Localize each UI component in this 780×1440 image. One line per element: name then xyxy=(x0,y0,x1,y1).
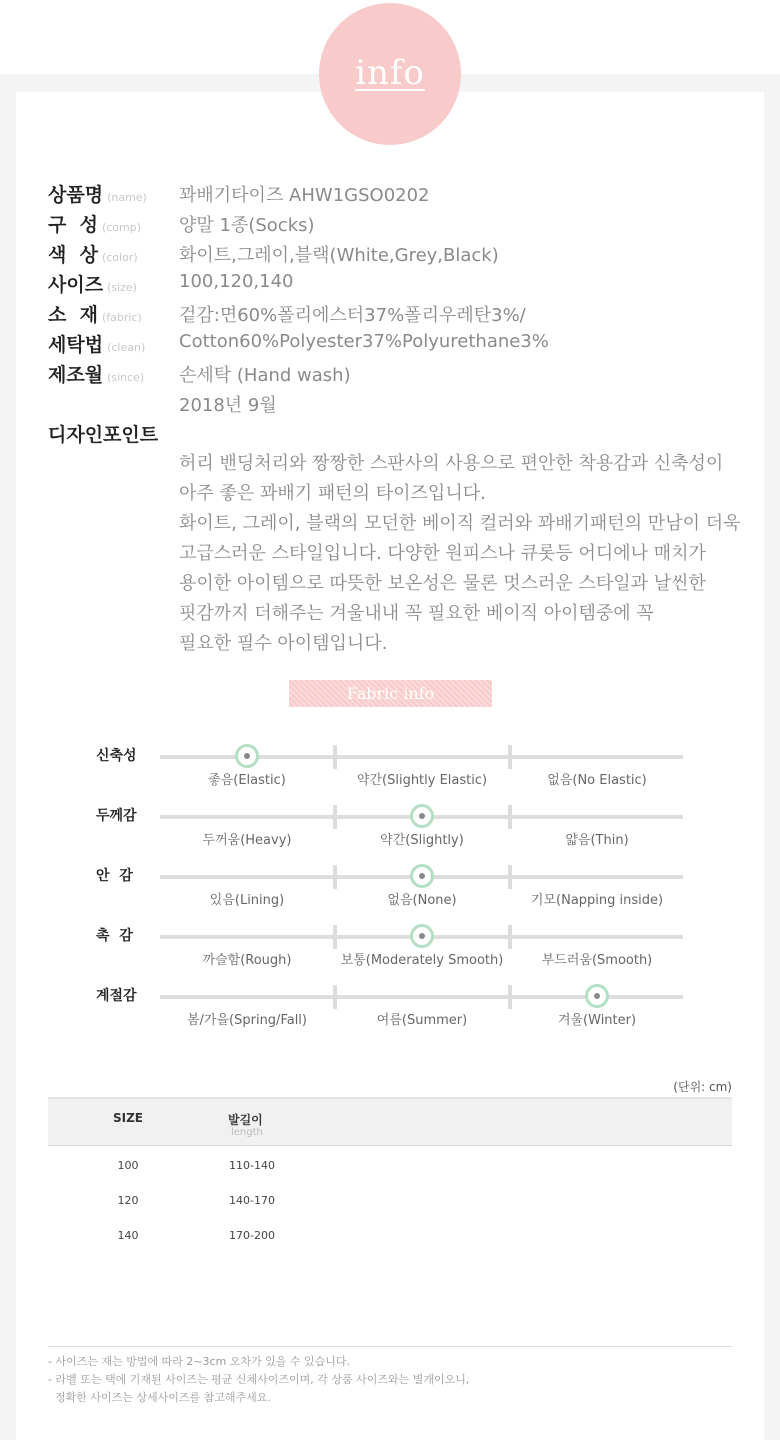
fabric-option: 여름(Summer) xyxy=(376,1013,468,1028)
fabric-row-label: 두께감 xyxy=(96,808,137,824)
note-line: - 라벨 또는 택에 기재된 사이즈는 평균 신체사이즈이며, 각 상품 사이즈와는 별개이오니, xyxy=(48,1373,470,1386)
info-value: Cotton60%Polyester37%Polyurethane3% xyxy=(179,331,549,352)
size-header: SIZE xyxy=(112,1111,143,1125)
info-value: 2018년 9월 xyxy=(179,395,277,416)
fabric-option: 까슬함(Rough) xyxy=(202,953,292,968)
size-table-body xyxy=(48,1146,732,1251)
design-line: 필요한 필수 아이템입니다. xyxy=(179,633,388,654)
fabric-row-label: 안 감 xyxy=(96,868,133,884)
info-value: 손세탁 (Hand wash) xyxy=(179,365,351,386)
fabric-info-banner xyxy=(289,680,492,707)
size-cell: 140 xyxy=(117,1229,139,1242)
fabric-info-title: Fabric info xyxy=(346,684,435,703)
info-row xyxy=(48,330,748,360)
fabric-option: 두꺼움(Heavy) xyxy=(202,833,292,848)
design-line: 화이트, 그레이, 블랙의 모던한 베이직 컬러와 꽈배기패턴의 만남이 더욱 xyxy=(179,513,741,534)
table-row xyxy=(48,1146,732,1181)
info-label-text: 색 상 xyxy=(48,244,98,266)
info-value: 화이트,그레이,블랙(White,Grey,Black) xyxy=(179,245,499,266)
scale-divider xyxy=(508,985,512,1009)
scale-divider xyxy=(333,865,337,889)
info-label-en: (comp) xyxy=(101,221,142,234)
info-badge-text: info xyxy=(355,53,425,93)
info-label-en: (color) xyxy=(101,251,138,264)
selected-marker-icon xyxy=(410,924,434,948)
scale-divider xyxy=(508,745,512,769)
info-row xyxy=(48,300,748,330)
size-table xyxy=(48,1097,732,1251)
selected-marker-icon xyxy=(235,744,259,768)
info-label-text: 제조월 xyxy=(48,364,104,386)
table-row xyxy=(48,1216,732,1251)
selected-marker-icon xyxy=(585,984,609,1008)
fabric-row-label: 촉 감 xyxy=(96,928,133,944)
info-label-text: 소 재 xyxy=(48,304,98,326)
fabric-row xyxy=(0,988,780,1055)
length-header-sub: length xyxy=(231,1127,263,1138)
scale-divider xyxy=(333,985,337,1009)
info-label-en: (size) xyxy=(107,281,137,294)
info-label-text: 상품명 xyxy=(48,184,104,206)
info-row xyxy=(48,210,748,240)
scale-divider xyxy=(508,805,512,829)
design-line: 용이한 아이템으로 따뜻한 보온성은 물론 멋스러운 스타일과 날씬한 xyxy=(179,573,706,594)
fabric-option: 얇음(Thin) xyxy=(565,833,629,848)
scale-divider xyxy=(333,925,337,949)
design-line: 허리 밴딩처리와 짱짱한 스판사의 사용으로 편안한 착용감과 신축성이 xyxy=(179,453,724,474)
info-label xyxy=(48,210,141,237)
design-line: 핏감까지 더해주는 겨울내내 꼭 필요한 베이직 아이템중에 꼭 xyxy=(179,603,654,624)
info-label xyxy=(48,180,147,207)
info-label xyxy=(48,300,142,327)
info-label-en: (clean) xyxy=(107,341,146,354)
fabric-option: 좋음(Elastic) xyxy=(208,773,286,788)
selected-marker-icon xyxy=(410,864,434,888)
info-row xyxy=(48,270,748,300)
design-line: 아주 좋은 꽈배기 패턴의 타이즈입니다. xyxy=(179,483,486,504)
length-cell: 170-200 xyxy=(229,1229,275,1242)
fabric-option: 없음(No Elastic) xyxy=(547,773,647,788)
fabric-option: 없음(None) xyxy=(387,893,457,908)
note-line: - 사이즈는 재는 방법에 따라 2~3cm 오차가 있을 수 있습니다. xyxy=(48,1355,351,1368)
fabric-option: 부드러움(Smooth) xyxy=(541,953,653,968)
info-row xyxy=(48,360,748,390)
fabric-option: 약간(Slightly) xyxy=(380,833,464,848)
fabric-option: 겨울(Winter) xyxy=(557,1013,637,1028)
design-line: 고급스러운 스타일입니다. 다양한 원피스나 큐롯등 어디에나 매치가 xyxy=(179,543,706,564)
info-label xyxy=(48,330,145,357)
info-row xyxy=(48,180,748,210)
size-cell: 100 xyxy=(117,1159,139,1172)
size-cell: 120 xyxy=(117,1194,139,1207)
info-row xyxy=(48,240,748,270)
length-cell: 110-140 xyxy=(229,1159,275,1172)
info-value: 겉감:면60%폴리에스터37%폴리우레탄3%/ xyxy=(179,305,526,326)
fabric-option: 기모(Napping inside) xyxy=(530,893,664,908)
info-label xyxy=(48,360,144,387)
info-label-en: (name) xyxy=(107,191,147,204)
length-header: 발길이 xyxy=(228,1113,263,1127)
info-label-text: 사이즈 xyxy=(48,274,104,296)
info-label xyxy=(48,240,138,267)
size-notes xyxy=(48,1346,732,1407)
size-unit: (단위: cm) xyxy=(673,1080,732,1094)
fabric-row-label: 계절감 xyxy=(96,988,137,1004)
info-value: 양말 1종(Socks) xyxy=(179,215,315,236)
info-label xyxy=(48,270,137,297)
table-row xyxy=(48,1181,732,1216)
selected-marker-icon xyxy=(410,804,434,828)
scale-divider xyxy=(508,925,512,949)
fabric-row-label: 신축성 xyxy=(96,748,137,764)
info-value: 100,120,140 xyxy=(179,271,294,292)
fabric-option: 약간(Slightly Elastic) xyxy=(356,773,488,788)
size-table-header xyxy=(48,1097,732,1146)
fabric-option: 보통(Moderately Smooth) xyxy=(340,953,504,968)
design-point-label: 디자인포인트 xyxy=(48,424,159,446)
info-label-en: (since) xyxy=(107,371,145,384)
info-label-text: 세탁법 xyxy=(48,334,104,356)
scale-divider xyxy=(333,745,337,769)
info-label-en: (fabric) xyxy=(101,311,142,324)
info-badge xyxy=(319,3,461,145)
info-value: 꽈배기타이즈 AHW1GSO0202 xyxy=(179,185,430,206)
fabric-option: 있음(Lining) xyxy=(209,893,285,908)
design-point-text xyxy=(179,449,769,659)
note-line: 정확한 사이즈는 상세사이즈를 참고해주세요. xyxy=(48,1391,271,1404)
scale-divider xyxy=(508,865,512,889)
fabric-option: 봄/가을(Spring/Fall) xyxy=(186,1013,307,1028)
info-row xyxy=(48,390,748,420)
info-label-text: 구 성 xyxy=(48,214,98,236)
length-cell: 140-170 xyxy=(229,1194,275,1207)
scale-divider xyxy=(333,805,337,829)
